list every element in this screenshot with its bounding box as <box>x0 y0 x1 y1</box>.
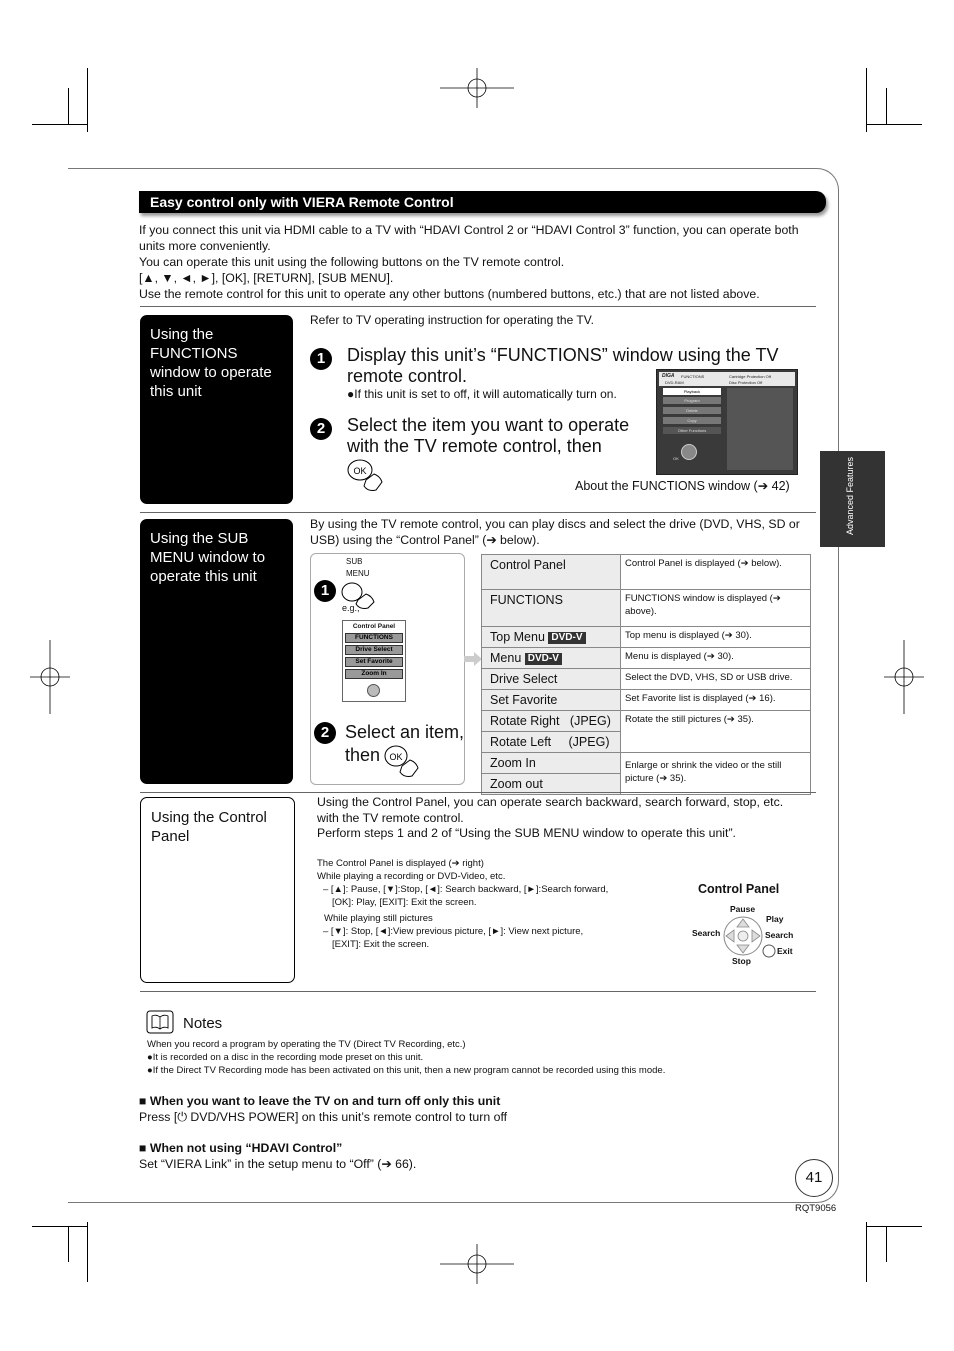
table-cell-desc: Enlarge or shrink the video or the still picture (➔ 35). <box>621 753 811 795</box>
table-cell-item: Zoom out <box>482 774 621 795</box>
sub-label-2: MENU <box>346 569 370 578</box>
square-bullet-icon: ■ <box>139 1141 150 1155</box>
stop-label: Stop <box>732 956 751 966</box>
table-cell-item: Rotate Right (JPEG) <box>482 711 621 732</box>
section-banner: Easy control only with VIERA Remote Control <box>139 191 826 213</box>
control-section-box <box>140 797 295 983</box>
step-1-badge: 1 <box>310 348 332 370</box>
control-detail-line: – [▲]: Pause, [▼]:Stop, [◄]: Search backward, [►]:Search forward, <box>323 884 609 895</box>
table-row <box>482 711 811 732</box>
table-cell-desc: Select the DVD, VHS, SD or USB drive. <box>621 669 811 690</box>
submenu-desc: By using the TV remote control, you can play discs and select the drive (DVD, VHS, SD or USB) using the “Control Panel” (➔ below). <box>310 517 800 547</box>
table-cell-desc: Rotate the still pictures (➔ 35). <box>621 711 811 753</box>
doc-code: RQT9056 <box>795 1203 837 1214</box>
screen-protect2: Disc Protection Off <box>729 380 763 385</box>
control-section-title: Using the Control Panel <box>151 809 267 845</box>
screen-menu-item: Playback <box>663 388 721 395</box>
functions-screen-thumbnail <box>656 369 798 475</box>
submenu-section-title: Using the SUB MENU window to operate this unit <box>150 530 266 585</box>
table-cell-desc: Control Panel is displayed (➔ below). <box>621 555 811 590</box>
control-panel-title: Control Panel <box>698 882 780 896</box>
screen-dpad-icon <box>681 444 697 460</box>
ok-label: OK <box>353 466 367 476</box>
submenu-step-2b: then <box>345 745 381 765</box>
intro-line-4: Use the remote control for this unit to operate any other buttons (numbered buttons, etc.) that are not listed above. <box>139 287 760 301</box>
screen-ok: OK <box>673 456 679 461</box>
square-bullet-icon: ■ <box>139 1094 150 1108</box>
mini-menu-item: FUNCTIONS <box>345 633 403 643</box>
control-detail-line: [EXIT]: Exit the screen. <box>332 939 430 950</box>
tv-on-heading: When you want to leave the TV on and turn off only this unit <box>149 1094 501 1108</box>
table-row <box>482 669 811 690</box>
hdavi-text: Set “VIERA Link” in the setup menu to “Off” (➔ 66). <box>139 1157 417 1171</box>
table-cell-item: Menu DVD-V <box>482 648 621 669</box>
table-row <box>482 753 811 774</box>
submenu-table <box>481 554 811 795</box>
table-cell-desc: Set Favorite list is displayed (➔ 16). <box>621 690 811 711</box>
ok-press-icon <box>346 458 390 494</box>
control-detail-line: The Control Panel is displayed (➔ right) <box>317 858 484 869</box>
page-number: 41 <box>795 1159 833 1197</box>
tv-on-text: Press [⏻ DVD/VHS POWER] on this unit’s remote control to turn off <box>139 1110 508 1124</box>
step-2-badge: 2 <box>310 418 332 440</box>
intro-text <box>139 222 819 302</box>
table-cell-item: Drive Select <box>482 669 621 690</box>
control-detail-line: – [▼]: Stop, [◄]:View previous picture, [►]: View next picture, <box>323 926 584 937</box>
submenu-step-2-badge: 2 <box>314 722 336 744</box>
exit-button-icon <box>762 944 776 958</box>
functions-step-2: Select the item you want to operate with the TV remote control, then <box>347 415 630 456</box>
screen-protect1: Cartridge Protection Off <box>729 374 771 379</box>
dvd-v-badge: DVD-V <box>525 653 562 665</box>
refer-text: Refer to TV operating instruction for operating the TV. <box>310 313 594 327</box>
sub-label-1: SUB <box>346 557 363 566</box>
table-row <box>482 627 811 648</box>
table-cell-desc: Menu is displayed (➔ 30). <box>621 648 811 669</box>
table-row <box>482 690 811 711</box>
mini-ok-icon <box>367 684 380 697</box>
intro-line-2: You can operate this unit using the following buttons on the TV remote control. <box>139 255 565 269</box>
eg-label: e.g., <box>342 603 360 613</box>
screen-header <box>659 372 795 386</box>
hdavi-note <box>139 1140 416 1172</box>
mini-menu-item: Control Panel <box>352 623 396 630</box>
note-line: ●If the Direct TV Recording mode has been activated on this unit, then a new program cannot be recorded using this mode. <box>147 1065 666 1076</box>
sub-menu-label <box>346 556 370 580</box>
note-line: When you record a program by operating the TV (Direct TV Recording, etc.) <box>147 1039 466 1050</box>
submenu-section-box <box>140 519 293 784</box>
screen-disc: DVD-RAM <box>665 380 684 385</box>
control-desc-1: Using the Control Panel, you can operate search backward, search forward, stop, etc. with the TV remote control. <box>317 795 784 825</box>
screen-menu-item: Other Functions <box>663 427 721 434</box>
tv-on-note <box>139 1093 507 1125</box>
search-forward-label: Search <box>765 930 794 940</box>
control-desc-2: Perform steps 1 and 2 of “Using the SUB MENU window to operate this unit”. <box>317 826 736 840</box>
divider <box>140 792 816 793</box>
pause-label: Pause <box>730 904 756 914</box>
arrow-right-icon <box>464 652 482 666</box>
mini-menu-item: Zoom In <box>345 669 403 679</box>
submenu-step-2a: Select an item, <box>345 722 465 742</box>
table-row <box>482 648 811 669</box>
functions-step-1: Display this unit’s “FUNCTIONS” window using the TV remote control. <box>347 345 779 386</box>
intro-line-1: If you connect this unit via HDMI cable to a TV with “HDAVI Control 2 or “HDAVI Control 3” function, you can operate both units more conveniently. <box>139 223 799 253</box>
divider <box>140 991 816 992</box>
mini-menu-item: Set Favorite <box>345 657 403 667</box>
table-cell-item: Top Menu DVD-V <box>482 627 621 648</box>
table-cell-item: Zoom In <box>482 753 621 774</box>
functions-section-title: Using the FUNCTIONS window to operate this unit <box>150 326 272 400</box>
side-tab-label: Advanced Features <box>845 456 855 536</box>
mini-submenu <box>342 620 406 702</box>
functions-step-1-note: ●If this unit is set to off, it will automatically turn on. <box>347 387 617 401</box>
screen-title: FUNCTIONS <box>681 374 705 379</box>
ok-press-icon <box>384 744 428 780</box>
table-cell-item: Rotate Left (JPEG) <box>482 732 621 753</box>
screen-menu-item: Copy <box>663 417 721 424</box>
ok-label: OK <box>389 752 403 762</box>
screen-menu-item: Program <box>663 397 721 404</box>
about-functions: About the FUNCTIONS window (➔ 42) <box>575 479 790 493</box>
notes-icon <box>146 1010 174 1034</box>
control-desc <box>317 795 802 842</box>
screen-preview <box>727 388 793 470</box>
divider <box>140 306 816 307</box>
mini-menu-item: Drive Select <box>345 645 403 655</box>
control-detail-line: While playing a recording or DVD-Video, etc. <box>317 871 506 882</box>
screen-menu-item: Delete <box>663 407 721 414</box>
functions-section-box <box>140 315 293 504</box>
control-panel-diagram <box>692 904 802 970</box>
notes-title: Notes <box>183 1015 223 1032</box>
control-details <box>317 857 657 951</box>
search-back-label: Search <box>692 928 721 938</box>
table-cell-desc: FUNCTIONS window is displayed (➔ above). <box>621 590 811 627</box>
note-line: ●It is recorded on a disc in the recording mode preset on this unit. <box>147 1052 424 1063</box>
table-cell-item: FUNCTIONS <box>482 590 621 627</box>
intro-line-3: [▲, ▼, ◄, ►], [OK], [RETURN], [SUB MENU]. <box>139 271 394 285</box>
divider <box>140 512 816 513</box>
dvd-v-badge: DVD-V <box>548 632 585 644</box>
table-cell-item: Control Panel <box>482 555 621 590</box>
table-cell-desc: Top menu is displayed (➔ 30). <box>621 627 811 648</box>
table-cell-item: Set Favorite <box>482 690 621 711</box>
diga-logo: DIGA <box>662 373 675 379</box>
exit-label: Exit <box>777 946 793 956</box>
play-label: Play <box>766 914 784 924</box>
control-detail-line: [OK]: Play, [EXIT]: Exit the screen. <box>332 897 477 908</box>
hdavi-heading: When not using “HDAVI Control” <box>149 1141 343 1155</box>
dpad-icon <box>722 915 764 957</box>
control-detail-line: While playing still pictures <box>324 913 433 924</box>
table-row <box>482 590 811 627</box>
side-tab <box>820 451 885 547</box>
submenu-step-1-badge: 1 <box>314 580 336 602</box>
notes-list <box>147 1038 665 1077</box>
table-row <box>482 555 811 590</box>
